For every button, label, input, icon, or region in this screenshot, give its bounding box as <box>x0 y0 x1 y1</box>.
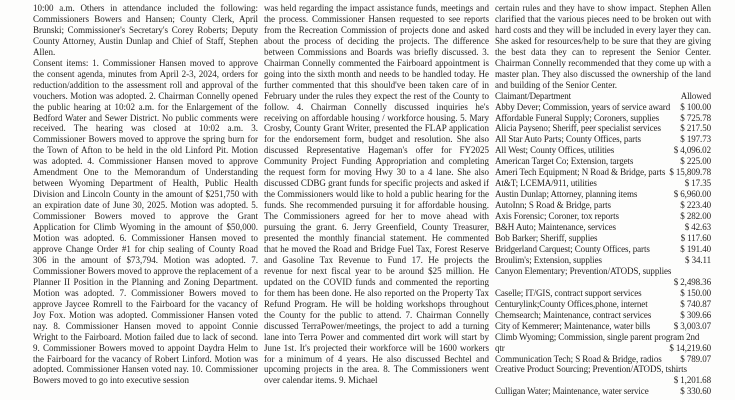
claim-row <box>495 266 711 288</box>
claim-row <box>495 102 711 113</box>
allowed-amount: $ 330.60 <box>680 386 711 397</box>
column-1 <box>33 3 258 397</box>
column-2 <box>264 3 489 397</box>
claims-header-allowed: Allowed <box>680 90 711 101</box>
claim-row <box>495 364 711 386</box>
allowed-amount: $ 191.40 <box>680 243 711 254</box>
claimant-name: Chemsearch; Maintenance, contract services <box>495 309 652 320</box>
allowed-amount: $ 3,003.07 <box>673 320 711 331</box>
claim-row <box>495 332 711 354</box>
claim-row <box>495 321 711 332</box>
paragraph-discussion: was held regarding the impact assistance funds, meetings and the process. Commissioner Hansen requested to see reports from the Recreation Commission of projects done and asked about the process of deciding the projects. The difference between Commissions and Boards was briefly discussed. 3. Chairman Connelly commented the Fairboard appointment is going into the sixth month and needs to be handled today. He further commented that this should've been taken care of in February under the rules they expect the rest of the County to follow. 4. Chairman Connelly discussed inquiries he's receiving on affordable housing / workforce housing. 5. Mary Crosby, County Grant Writer, presented the FLAP application for the endorsement form, budget and resolution. She also discussed Representative Hageman's offer for FY2025 Community Project Funding Appropriation and completing the request form for moving Hwy 30 to a 4 lane. She also discussed CDBG grant funds for specific projects and asked if the Commissioners would like to hold a public hearing for the funds. She recommended pursuing it for affordable housing. The Commissioners agreed for her to move ahead with pursuing the grant. 6. Jerry Greenfield, County Treasurer, presented the monthly financial statement. He commented that he moved the Road and Bridge Fuel Tax, Forest Reserve and Gasoline Tax Revenue to Fund 17. He projects the revenue for next fiscal year to be around $25 million. He updated on the COVID funds and commented the reporting for them has been done. He also reported on the Property Tax Refund Program. He will be holding workshops throughout the County for the public to attend. 7. Chairman Connelly discussed TerraPower/meetings, the project to add a turning lane into Terra Power and commented dirt work will start by June 1st. It's projected their workforce will be 1600 workers for a minimum of 4 years. He also discussed Bechtel and upcoming projects in the area. 8. The Commissioners went over calendar items. 9. Michael <box>264 3 489 386</box>
claimant-name: Culligan Water; Maintenance, water service <box>495 386 649 397</box>
claim-row <box>495 211 711 222</box>
claim-row <box>495 123 711 134</box>
allowed-amount: $ 225.00 <box>680 156 711 167</box>
allowed-amount: $ 15,809.78 <box>669 167 711 178</box>
claimant-name: Austin Dunlap; Attorney, planning items <box>495 189 638 200</box>
claimant-name: Bridgerland Carquest; County Offices, parts <box>495 243 650 254</box>
paragraph-consent-items: Consent items: 1. Commissioner Hansen moved to approve the consent agenda, minutes from April 2-3, 2024, orders for reduction/addition to the assessment roll and approval of the vouchers. Motion was adopted. 2. Chairman Connelly opened the public hearing at 10:02 a.m. for the Enlargement of the Bedford Water and Sewer District. No public comments were received. The hearing was closed at 10:02 a.m. 3. Commissioner Bowers moved to approve the spring burn for the Town of Afton to be held in the old Linford Pit. Motion was adopted. 4. Commissioner Hansen moved to approve Amendment One to the Memorandum of Understanding between Wyoming Department of Health, Public Health Division and Lincoln County in the amount of $251,750 with an expiration date of June 30, 2025. Motion was adopted. 5. Commissioner Bowers moved to approve the Grant Application for Climb Wyoming in the amount of $50,000. Motion was adopted. 6. Commissioner Hansen moved to approve Change Order #1 for chip sealing of County Road 306 in the amount of $73,794. Motion was adopted. 7. Commissioner Bowers moved to approve the replacement of a Planner II Position in the Planning and Zoning Department. Motion was adopted. 7. Commissioner Bowers moved to approve Jaycee Romrell to the Fairboard for the vacancy of Joy Fox. Motion was adopted. Commissioner Hansen voted nay. 8. Commissioner Hansen moved to appoint Connie Wright to the Fairboard. Motion failed due to lack of second. 9. Commissioner Bowers moved to appoint Daydra Helm to the Fairboard for the vacancy of Robert Linford. Motion was adopted. Commissioner Hansen voted nay. 10. Commissioner Bowers moved to go into executive session <box>33 57 258 386</box>
claim-row <box>495 222 711 233</box>
allowed-amount: $ 282.00 <box>680 211 711 222</box>
claim-row <box>495 178 711 189</box>
claimant-name: Bob Barker; Sheriff, supplies <box>495 233 598 244</box>
allowed-amount: $ 725.78 <box>680 112 711 123</box>
allowed-amount: $ 197.73 <box>680 134 711 145</box>
allowed-amount: $ 4,096.02 <box>673 145 711 156</box>
allowed-amount: $ 42.63 <box>684 222 711 233</box>
allowed-amount: $ 6,960.00 <box>673 189 711 200</box>
claimant-name: Affordable Funeral Supply; Coroners, supplies <box>495 112 660 123</box>
claimant-name: Communication Tech; S Road & Bridge, radios <box>495 353 662 364</box>
allowed-amount: $ 217.50 <box>680 123 711 134</box>
paragraph-senior-center: certain rules and they have to show impact. Stephen Allen clarified that the various pieces need to be broken out with hard costs and they will be included in every layer they can. She asked for resources/help to be sure that they are giving the best data they can to represent the Senior Center. Chairman Connelly recommended that they come up with a master plan. They also discussed the ownership of the land and building of the Senior Center. <box>495 3 711 90</box>
claim-row <box>495 200 711 211</box>
claims-header-claimant: Claimant/Department <box>495 90 572 101</box>
claims-table-header <box>495 91 711 102</box>
claimant-name: Broulim's; Extension, supplies <box>495 254 602 265</box>
claimant-name: Abby Dever; Commission, years of service award <box>495 101 671 112</box>
claimant-name: Climb Wyoming; Commission, single parent program 2nd qtr <box>495 331 700 353</box>
claim-row <box>495 134 711 145</box>
claim-row <box>495 233 711 244</box>
paragraph-attendance: 10:00 a.m. Others in attendance included the following: Commissioners Bowers and Hansen; County Clerk, April Brunski; Commissioner's Secretary's Corey Roberts; Deputy County Attorney, Austin Dunlap and Chief of Staff, Stephen Allen. <box>33 3 258 57</box>
claimant-name: Alicia Payseno; Sheriff, peer specialist services <box>495 123 661 134</box>
claim-row <box>495 156 711 167</box>
claimant-name: Creative Product Sourcing; Prevention/ATODS, tshirts <box>495 364 687 375</box>
claim-row <box>495 255 711 266</box>
claim-row <box>495 299 711 310</box>
claimant-name: American Target Co; Extension, targets <box>495 156 634 167</box>
claim-row <box>495 288 711 299</box>
allowed-amount: $ 117.60 <box>680 233 711 244</box>
allowed-amount: $ 309.66 <box>680 309 711 320</box>
claims-table <box>495 91 711 398</box>
claimant-name: Axis Forensic; Coroner, tox reports <box>495 211 619 222</box>
claim-row <box>495 310 711 321</box>
claimant-name: Caselle; IT/GIS, contract support services <box>495 287 642 298</box>
claim-row <box>495 113 711 124</box>
claim-row <box>495 244 711 255</box>
claimant-name: Ameri Tech Equipment; N Road & Bridge, parts <box>495 167 666 178</box>
allowed-amount: $ 34.11 <box>685 254 711 265</box>
allowed-amount: $ 14,219.60 <box>669 342 711 353</box>
allowed-amount: $ 150.00 <box>680 287 711 298</box>
claimant-name: City of Kemmerer; Maintenance, water bills <box>495 320 651 331</box>
allowed-amount: $ 740.87 <box>680 298 711 309</box>
claims-rows <box>495 102 711 398</box>
allowed-amount: $ 100.00 <box>680 101 711 112</box>
allowed-amount: $ 789.07 <box>680 353 711 364</box>
claim-row <box>495 354 711 365</box>
claimant-name: Canyon Elementary; Prevention/ATODS, supplies <box>495 265 672 276</box>
claimant-name: B&H Auto; Maintenance, services <box>495 222 616 233</box>
claimant-name: All West; County Offices, utilities <box>495 145 615 156</box>
claimant-name: All Star Auto Parts; County Offices, parts <box>495 134 641 145</box>
claimant-name: Centurylink;County Offices,phone, internet <box>495 298 648 309</box>
allowed-amount: $ 1,201.68 <box>673 375 711 386</box>
claimant-name: At&T; LCEMA/911, utilities <box>495 178 597 189</box>
allowed-amount: $ 223.40 <box>680 200 711 211</box>
claimant-name: AutoInn; S Road & Bridge, parts <box>495 200 611 211</box>
claim-row <box>495 167 711 178</box>
claim-row <box>495 145 711 156</box>
claim-row <box>495 386 711 397</box>
allowed-amount: $ 2,498.36 <box>673 276 711 287</box>
column-3 <box>495 3 711 397</box>
allowed-amount: $ 17.35 <box>684 178 711 189</box>
claim-row <box>495 189 711 200</box>
